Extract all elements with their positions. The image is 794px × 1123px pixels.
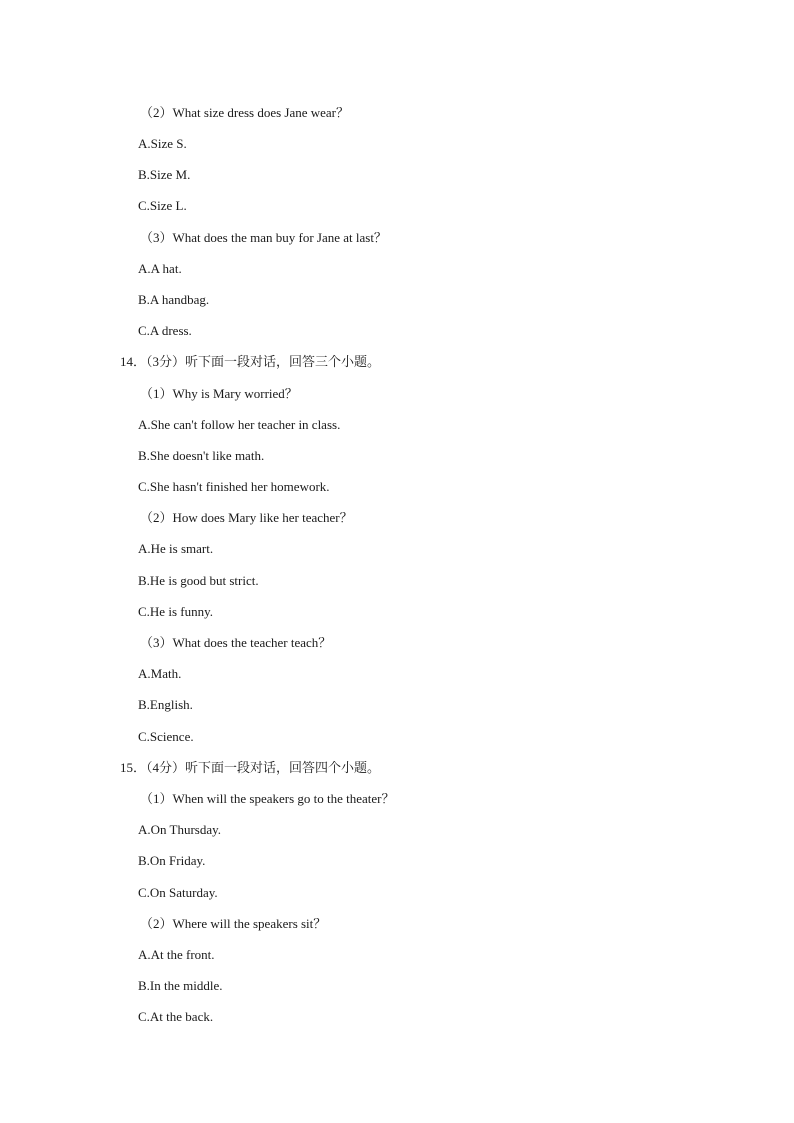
answer-option: A.Size S. xyxy=(138,136,187,151)
answer-option: C.On Saturday. xyxy=(138,885,218,900)
answer-option: B.English. xyxy=(138,697,193,712)
question-text: （3）What does the man buy for Jane at last？ xyxy=(140,230,387,245)
question-text: （3）What does the teacher teach？ xyxy=(140,635,332,650)
answer-option: C.Science. xyxy=(138,729,194,744)
answer-option: A.At the front. xyxy=(138,947,215,962)
answer-option: C.A dress. xyxy=(138,323,192,338)
question-text: （1）When will the speakers go to the theater？ xyxy=(140,791,395,806)
answer-option: B.She doesn't like math. xyxy=(138,448,265,463)
answer-option: A.A hat. xyxy=(138,261,182,276)
section-heading: 14．（3分）听下面一段对话，回答三个小题。 xyxy=(120,354,381,369)
question-text: （2）How does Mary like her teacher？ xyxy=(140,510,353,525)
answer-option: B.He is good but strict. xyxy=(138,573,259,588)
answer-option: B.On Friday. xyxy=(138,853,206,868)
answer-option: C.She hasn't finished her homework. xyxy=(138,479,330,494)
answer-option: A.On Thursday. xyxy=(138,822,222,837)
answer-option: A.She can't follow her teacher in class. xyxy=(138,417,341,432)
section-heading: 15．（4分）听下面一段对话，回答四个小题。 xyxy=(120,760,381,775)
answer-option: B.In the middle. xyxy=(138,978,223,993)
question-text: （2）Where will the speakers sit？ xyxy=(140,916,327,931)
answer-option: C.At the back. xyxy=(138,1009,214,1024)
answer-option: B.A handbag. xyxy=(138,292,210,307)
question-text: （1）Why is Mary worried？ xyxy=(140,386,298,401)
answer-option: C.He is funny. xyxy=(138,604,213,619)
question-text: （2）What size dress does Jane wear？ xyxy=(140,105,350,120)
answer-option: C.Size L. xyxy=(138,198,187,213)
answer-option: A.Math. xyxy=(138,666,182,681)
answer-option: B.Size M. xyxy=(138,167,191,182)
answer-option: A.He is smart. xyxy=(138,541,214,556)
